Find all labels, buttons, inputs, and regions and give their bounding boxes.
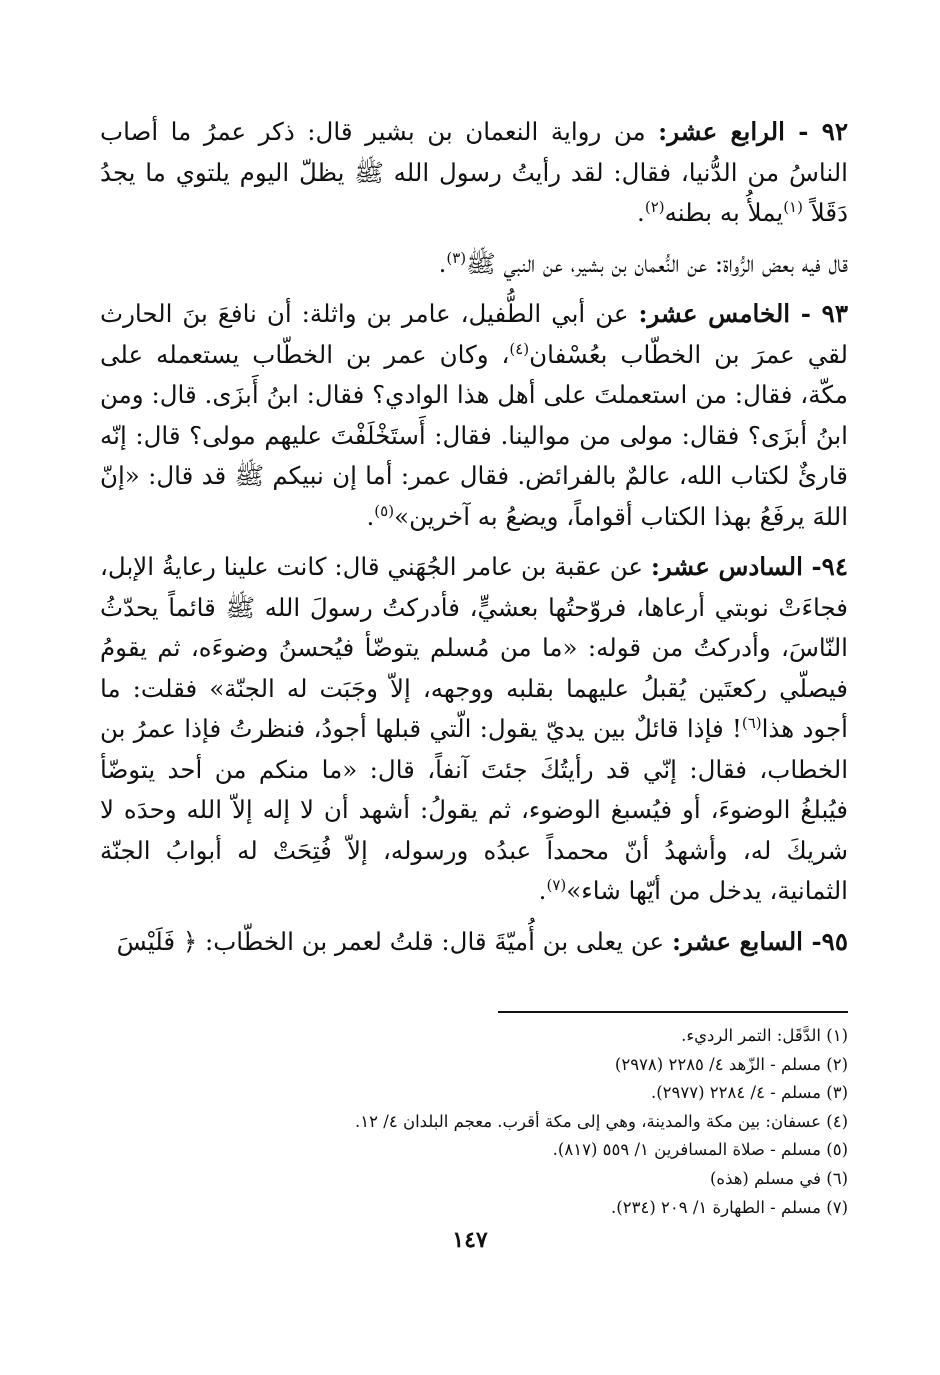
main-text	[100, 112, 848, 972]
page-number: ١٤٧	[452, 1227, 488, 1253]
footnote-item: (٧) مسلم - الطهارة ١/ ٢٠٩ (٢٣٤).	[611, 1197, 848, 1217]
paragraph-text: عن عقبة بن عامر الجُهَني قال: كانت علينا رعايةُ الإبل، فجاءَتْ نوبتي أرعاها، فروّحتُها بعشيٍّ، فأدركتُ رسولَ الله ﷺ قائماً يحدّثُ النّاسَ، وأدركتُ من قوله: «ما من مُسلم يتوضّأ فيُحسنُ وضوءَه، ثم يقومُ فيصلّي ركعتَين يُقبلُ عليهما بقلبه ووجهه، إلاّ وجَبَت له الجنّة» فقلت: ما أجود هذا	[100, 552, 848, 743]
paragraph-end: .	[438, 248, 447, 278]
hadith-heading: ٩٣ - الخامس عشر:	[638, 299, 848, 328]
footnote-item: (٢) مسلم - الزّهد ٤/ ٢٢٨٥ (٢٩٧٨)	[614, 1054, 848, 1074]
paragraph-94	[100, 547, 848, 912]
footnote-ref: (٤)	[509, 339, 530, 358]
hadith-heading: ٩٥- السابع عشر:	[671, 926, 848, 956]
paragraph-92-note	[100, 244, 848, 285]
footnotes-list	[100, 1022, 848, 1222]
footnote-item: (٣) مسلم - ٤/ ٢٢٨٤ (٢٩٧٧).	[650, 1083, 848, 1103]
paragraph-93	[100, 294, 848, 537]
footnote-item: (٥) مسلم - صلاة المسافرين ١/ ٥٥٩ (٨١٧).	[552, 1140, 848, 1160]
paragraph-text: يملأُ به بطنه	[664, 198, 784, 227]
paragraph-95	[100, 922, 848, 963]
hadith-heading: ٩٤- السادس عشر:	[650, 552, 848, 581]
paragraph-text: ! فإذا قائلٌ بين يديّ يقول: الّتي قبلها أجودُ، فنظرتُ فإذا عمرُ بن الخطاب، فقال: إنّي قد رأيتُكَ جئتَ آنفاً، قال: «ما منكم من أحد يتوضّأ فيُبلغُ الوضوءَ، أو فيُسبغ الوضوء، ثم يقولُ: أشهد أن لا إله إلاّ الله وحدَه لا شريكَ له، وأشهدُ أنّ محمداً عبدُه ورسوله، إلاّ فُتِحَتْ له أبوابُ الجنّة الثمانية، يدخل من أيّها شاء»	[100, 714, 848, 905]
hadith-heading: ٩٢ - الرابع عشر:	[658, 117, 849, 146]
footnote-separator	[498, 1011, 848, 1013]
paragraph-text: عن يعلى بن أُميّةَ قال: قلتُ لعمر بن الخطّاب: ﴿ فَلَيْسَ	[116, 926, 672, 956]
footnote-ref: (٣)	[446, 248, 467, 267]
footnote-ref: (٦)	[741, 713, 762, 732]
footnote-ref: (١)	[783, 197, 803, 216]
footnote-item: (١) الدَّقَل: التمر الرديء.	[681, 1026, 848, 1045]
footnote-ref: (٢)	[644, 197, 665, 216]
paragraph-end: .	[538, 876, 547, 905]
paragraph-text: ، وكان عمر بن الخطّاب يستعمله على مكّة، فقال: من استعملتَ على أهل هذا الوادي؟ فقال: ابنُ أَبزَى. قال: ومن ابنُ أبزَى؟ فقال: مولى من موالينا. فقال: أَستَخْلَفْتَ عليهم مولى؟ قال: إنّه قارئٌ لكتاب الله، عالمٌ بالفرائض. فقال عمر: أما إن نبيكم ﷺ قد قال: «إنّ اللهَ يرفَعُ بهذا الكتاب أقواماً، ويضعُ به آخرين»	[100, 339, 848, 531]
paragraph-text: عن أبي الطُّفيل، عامر بن واثلة: أن نافعَ بنَ الحارث لقي عمرَ بن الخطّاب بعُسْفان	[100, 299, 848, 369]
paragraph-end: .	[366, 501, 375, 531]
footnote-ref: (٧)	[546, 875, 567, 894]
paragraph-text: من رواية النعمان بن بشير قال: ذكر عمرُ ما أصاب الناسُ من الدُّنيا، فقال: لقد رأيتُ رسول الله ﷺ يظلّ اليوم يلتوي ما يجدُ دَقَلاً	[100, 117, 848, 227]
paragraph-92	[100, 112, 848, 234]
paragraph-end: .	[637, 198, 645, 227]
paragraph-text: قال فيه بعض الرُّواة: عن النُّعمان بن بشير، عن النبي ﷺ	[466, 248, 848, 278]
footnote-item: (٦) في مسلم (هذه)	[709, 1168, 848, 1188]
footnote-item: (٤) عسفان: بين مكة والمدينة، وهي إلى مكة أقرب. معجم البلدان ٤/ ١٢.	[355, 1111, 848, 1131]
footnote-ref: (٥)	[374, 501, 395, 520]
